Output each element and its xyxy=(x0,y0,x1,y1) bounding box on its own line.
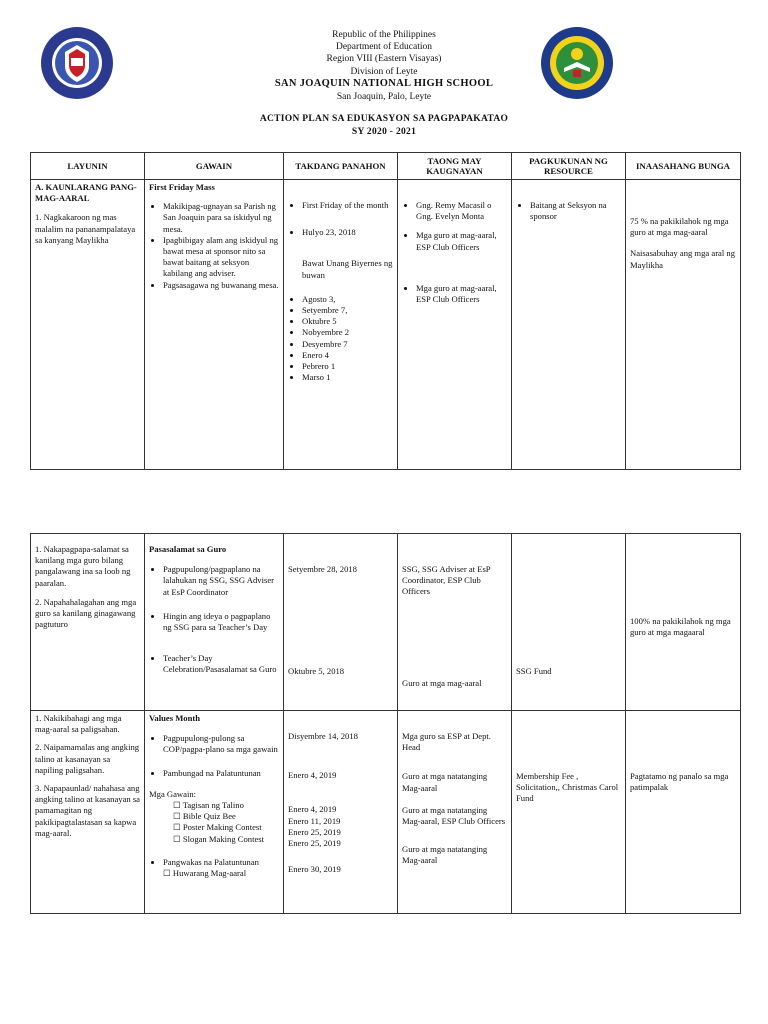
outcome-text: 75 % na pakikilahok ng mga guro at mga mag-aaral xyxy=(630,216,729,238)
schedule-date: Disyembre 14, 2018 xyxy=(288,731,358,741)
column-header-inaasahang-bunga: INAASAHANG BUNGA xyxy=(626,153,741,180)
list-item: • Desyembre 7 xyxy=(302,339,393,350)
list-item: ☐ Tagisan ng Talino xyxy=(173,800,244,811)
list-item: • Ipagbibigay alam ang iskidyul ng bawat mesa at sponsor nito sa bawat baitang at seksyon kabilang ang adviser. xyxy=(163,235,279,280)
table-cell-gawain xyxy=(145,180,284,470)
schedule-date: Enero 25, 2019 xyxy=(288,838,341,849)
table-cell-takdang-panahon xyxy=(284,711,398,914)
table-cell-resource xyxy=(512,180,626,470)
list-item: • Teacher’s Day Celebration/Pasasalamat sa Guro xyxy=(163,653,279,675)
persons-text: Mga guro sa ESP at Dept. Head xyxy=(402,731,491,753)
sub-activities-list xyxy=(149,800,279,845)
objective-text: 2. Naipamamalas ang angking talino at kasanayan sa napiling paligsahan. xyxy=(35,742,140,775)
table-cell-layunin xyxy=(31,534,145,711)
resource-text: Membership Fee , Solicitation,, Christmas Carol Fund xyxy=(516,771,619,804)
schedule-note: Bawat Unang Biyernes ng buwan xyxy=(302,258,393,280)
activity-list xyxy=(149,733,279,779)
persons-text: Guro at mga mag-aaral xyxy=(402,677,482,688)
sub-activities-label: Mga Gawain: xyxy=(149,788,197,799)
schedule-date: Setyembre 28, 2018 xyxy=(288,564,357,574)
header-republic: Republic of the Philippines xyxy=(332,30,436,40)
persons-text: Guro at mga natatanging Mag-aaral xyxy=(402,771,488,793)
table-cell-layunin xyxy=(31,180,145,470)
list-item: • Makikipag-ugnayan sa Parish ng San Joaquin para sa iskidyul ng mesa. xyxy=(163,201,279,235)
resource-list xyxy=(516,200,621,222)
persons-list xyxy=(402,200,507,305)
persons-text: Guro at mga natatanging Mag-aaral, ESP Club Officers xyxy=(402,804,506,827)
schedule-date: Enero 11, 2019 xyxy=(288,815,341,826)
list-item-label: Slogan Making Contest xyxy=(182,833,265,844)
header-department: Department of Education xyxy=(335,42,433,52)
list-item-label: Poster Making Contest xyxy=(182,822,262,833)
table-cell-inaasahang-bunga xyxy=(626,711,741,914)
table-cell-resource xyxy=(512,534,626,711)
list-item: • Pagpupulong-pulong sa COP/pagpa-plano sa mga gawain xyxy=(163,733,279,755)
column-header-takdang-panahon: TAKDANG PANAHON xyxy=(284,153,398,180)
table-cell-layunin xyxy=(31,711,145,914)
list-item: • Marso 1 xyxy=(302,372,393,383)
schedule-date: Enero 4, 2019 xyxy=(288,804,337,815)
objective-text: 1. Nakikibahagi ang mga mag-aaral sa paligsahan. xyxy=(35,713,122,735)
list-item: • Setyembre 7, xyxy=(302,305,393,316)
list-item-label: Pangwakas na Palatuntunan xyxy=(163,856,259,867)
list-item: • Enero 4 xyxy=(302,350,393,361)
action-plan-table-1 xyxy=(30,152,741,470)
objective-text: 1. Nakapagpapa-salamat sa kanilang mga guro bilang pangalawang ina sa loob ng paaralan. xyxy=(35,544,131,588)
table-cell-gawain xyxy=(145,534,284,711)
list-item: • Nobyembre 2 xyxy=(302,327,393,338)
list-item-label: Huwarang Mag-aaral xyxy=(172,868,247,879)
list-item: • Gng. Remy Macasil o Gng. Evelyn Monta xyxy=(416,200,507,222)
activity-title: First Friday Mass xyxy=(149,182,215,192)
column-header-layunin: LAYUNIN xyxy=(31,153,145,180)
objective-text: 2. Napahahalagahan ang mga guro sa kanilang ginagawang pagtuturo xyxy=(35,596,137,630)
table-cell-takdang-panahon xyxy=(284,180,398,470)
table-cell-takdang-panahon xyxy=(284,534,398,711)
schedule-date: Enero 4, 2019 xyxy=(288,770,337,781)
activity-title: Pasasalamat sa Guro xyxy=(149,544,227,554)
outcome-text: 100% na pakikilahok ng mga guro at mga magaaral xyxy=(630,616,731,638)
table-cell-inaasahang-bunga xyxy=(626,534,741,711)
list-item: • Pagpupulong/pagpaplano na lalahukan ng SSG, SSG Adviser at EsP Coordinator xyxy=(163,564,279,598)
persons-text: SSG, SSG Adviser at EsP Coordinator, ESP Club Officers xyxy=(402,564,491,597)
list-item: • Baitang at Seksyon na sponsor xyxy=(530,200,621,222)
column-header-taong-may-kaugnayan: TAONG MAY KAUGNAYAN xyxy=(398,153,512,180)
objective-text: 3. Napapaunlad/ nahahasa ang angking talino at kasanayan sa pamamagitan ng pakikipagtalastasan sa kapwa mag-aaral. xyxy=(35,783,141,838)
action-plan-table-2 xyxy=(30,533,741,914)
list-item: ☐ Huwarang Mag-aaral xyxy=(163,868,247,879)
table-cell-inaasahang-bunga xyxy=(626,180,741,470)
objective-text: 1. Nagkakaroon ng mas malalim na pananampalataya sa kanyang Maylikha xyxy=(35,212,136,245)
list-item-label: Bible Quiz Bee xyxy=(182,811,236,822)
outcome-text: Pagtatamo ng panalo sa mga patimpalak xyxy=(630,771,729,793)
list-item: • Agosto 3, xyxy=(302,294,393,305)
list-item: • Hulyo 23, 2018 xyxy=(302,227,393,238)
list-item-label: Tagisan ng Talino xyxy=(182,800,244,811)
table-cell-taong-may-kaugnayan xyxy=(398,534,512,711)
list-item: ☐ Poster Making Contest xyxy=(173,822,262,833)
list-item: • Mga guro at mag-aaral, ESP Club Officers xyxy=(416,283,507,305)
school-year: SY 2020 - 2021 xyxy=(351,127,417,137)
list-item: • Mga guro at mag-aaral, ESP Club Officers xyxy=(416,230,507,252)
activity-list xyxy=(149,564,279,675)
header-region: Region VIII (Eastern Visayas) xyxy=(326,54,442,64)
closing-activity xyxy=(149,857,279,879)
table-cell-taong-may-kaugnayan xyxy=(398,711,512,914)
table-cell-resource xyxy=(512,711,626,914)
schedule-date: Enero 25, 2019 xyxy=(288,826,341,837)
list-item: • Pagsasagawa ng buwanang mesa. xyxy=(163,280,279,291)
header-division: Division of Leyte xyxy=(350,67,418,77)
schedule-date: Oktubre 5, 2018 xyxy=(288,666,345,677)
activity-list xyxy=(149,201,279,291)
list-item: • Pebrero 1 xyxy=(302,361,393,372)
list-item xyxy=(163,857,279,879)
school-address: San Joaquin, Palo, Leyte xyxy=(336,92,432,102)
list-item: • Oktubre 5 xyxy=(302,316,393,327)
activity-title: Values Month xyxy=(149,713,201,723)
schedule-date: Enero 30, 2019 xyxy=(288,864,341,875)
list-item: ☐ Bible Quiz Bee xyxy=(173,811,236,822)
outcome-text: Naisasabuhay ang mga aral ng Maylikha xyxy=(630,248,735,270)
resource-text: SSG Fund xyxy=(516,666,552,676)
list-item: • Hingin ang ideya o pagpaplano ng SSG para sa Teacher’s Day xyxy=(163,611,279,633)
column-header-gawain: GAWAIN xyxy=(145,153,284,180)
schedule-dates xyxy=(288,294,393,384)
list-item: • First Friday of the month xyxy=(302,200,393,211)
schedule-list xyxy=(288,200,393,238)
list-item: • Pambungad na Palatuntunan xyxy=(163,768,279,779)
school-name: SAN JOAQUIN NATIONAL HIGH SCHOOL xyxy=(274,78,494,89)
section-heading: A. KAUNLARANG PANG-MAG-AARAL xyxy=(35,182,137,204)
list-item: ☐ Slogan Making Contest xyxy=(173,833,265,844)
plan-title: ACTION PLAN SA EDUKASYON SA PAGPAPAKATAO xyxy=(259,114,509,124)
table-cell-gawain xyxy=(145,711,284,914)
table-cell-taong-may-kaugnayan xyxy=(398,180,512,470)
column-header-pagkukunan: PAGKUKUNAN NG RESOURCE xyxy=(512,153,626,180)
persons-text: Guro at mga natatanging Mag-aaral xyxy=(402,844,488,866)
